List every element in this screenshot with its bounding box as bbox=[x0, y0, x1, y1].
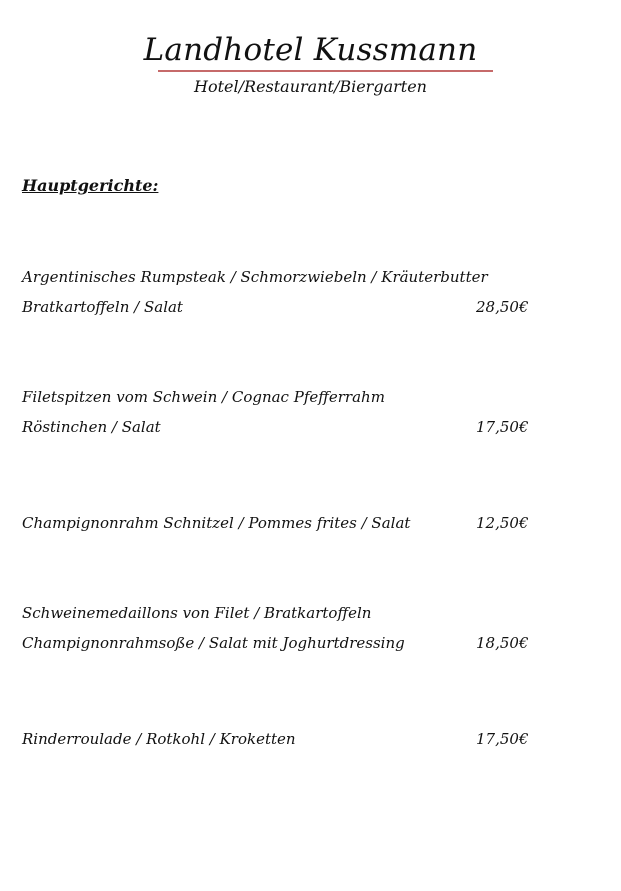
dish-4-line-1: Schweinemedaillons von Filet / Bratkartoffeln bbox=[22, 604, 372, 622]
dish-4-price: 18,50€ bbox=[476, 634, 529, 652]
dish-2-line-1: Filetspitzen vom Schwein / Cognac Pfefferrahm bbox=[22, 388, 385, 406]
dish-5-line-1: Rinderroulade / Rotkohl / Kroketten bbox=[22, 730, 296, 748]
dish-2-price: 17,50€ bbox=[476, 418, 529, 436]
dish-1-line-1: Argentinisches Rumpsteak / Schmorzwiebeln / Kräuterbutter bbox=[22, 268, 488, 286]
dish-5-price: 17,50€ bbox=[476, 730, 529, 748]
dish-1-line-2: Bratkartoffeln / Salat bbox=[22, 298, 183, 316]
dish-4-line-2: Champignonrahmsoße / Salat mit Joghurtdressing bbox=[22, 634, 405, 652]
dish-1-price: 28,50€ bbox=[476, 298, 529, 316]
dish-3-line-1: Champignonrahm Schnitzel / Pommes frites / Salat bbox=[22, 514, 411, 532]
page-subtitle: Hotel/Restaurant/Biergarten bbox=[194, 77, 427, 96]
dish-2-line-2: Röstinchen / Salat bbox=[22, 418, 161, 436]
dish-3-price: 12,50€ bbox=[476, 514, 529, 532]
page-title: Landhotel Kussmann bbox=[143, 32, 478, 68]
section-heading: Hauptgerichte: bbox=[22, 176, 159, 195]
title-underline bbox=[158, 70, 493, 72]
